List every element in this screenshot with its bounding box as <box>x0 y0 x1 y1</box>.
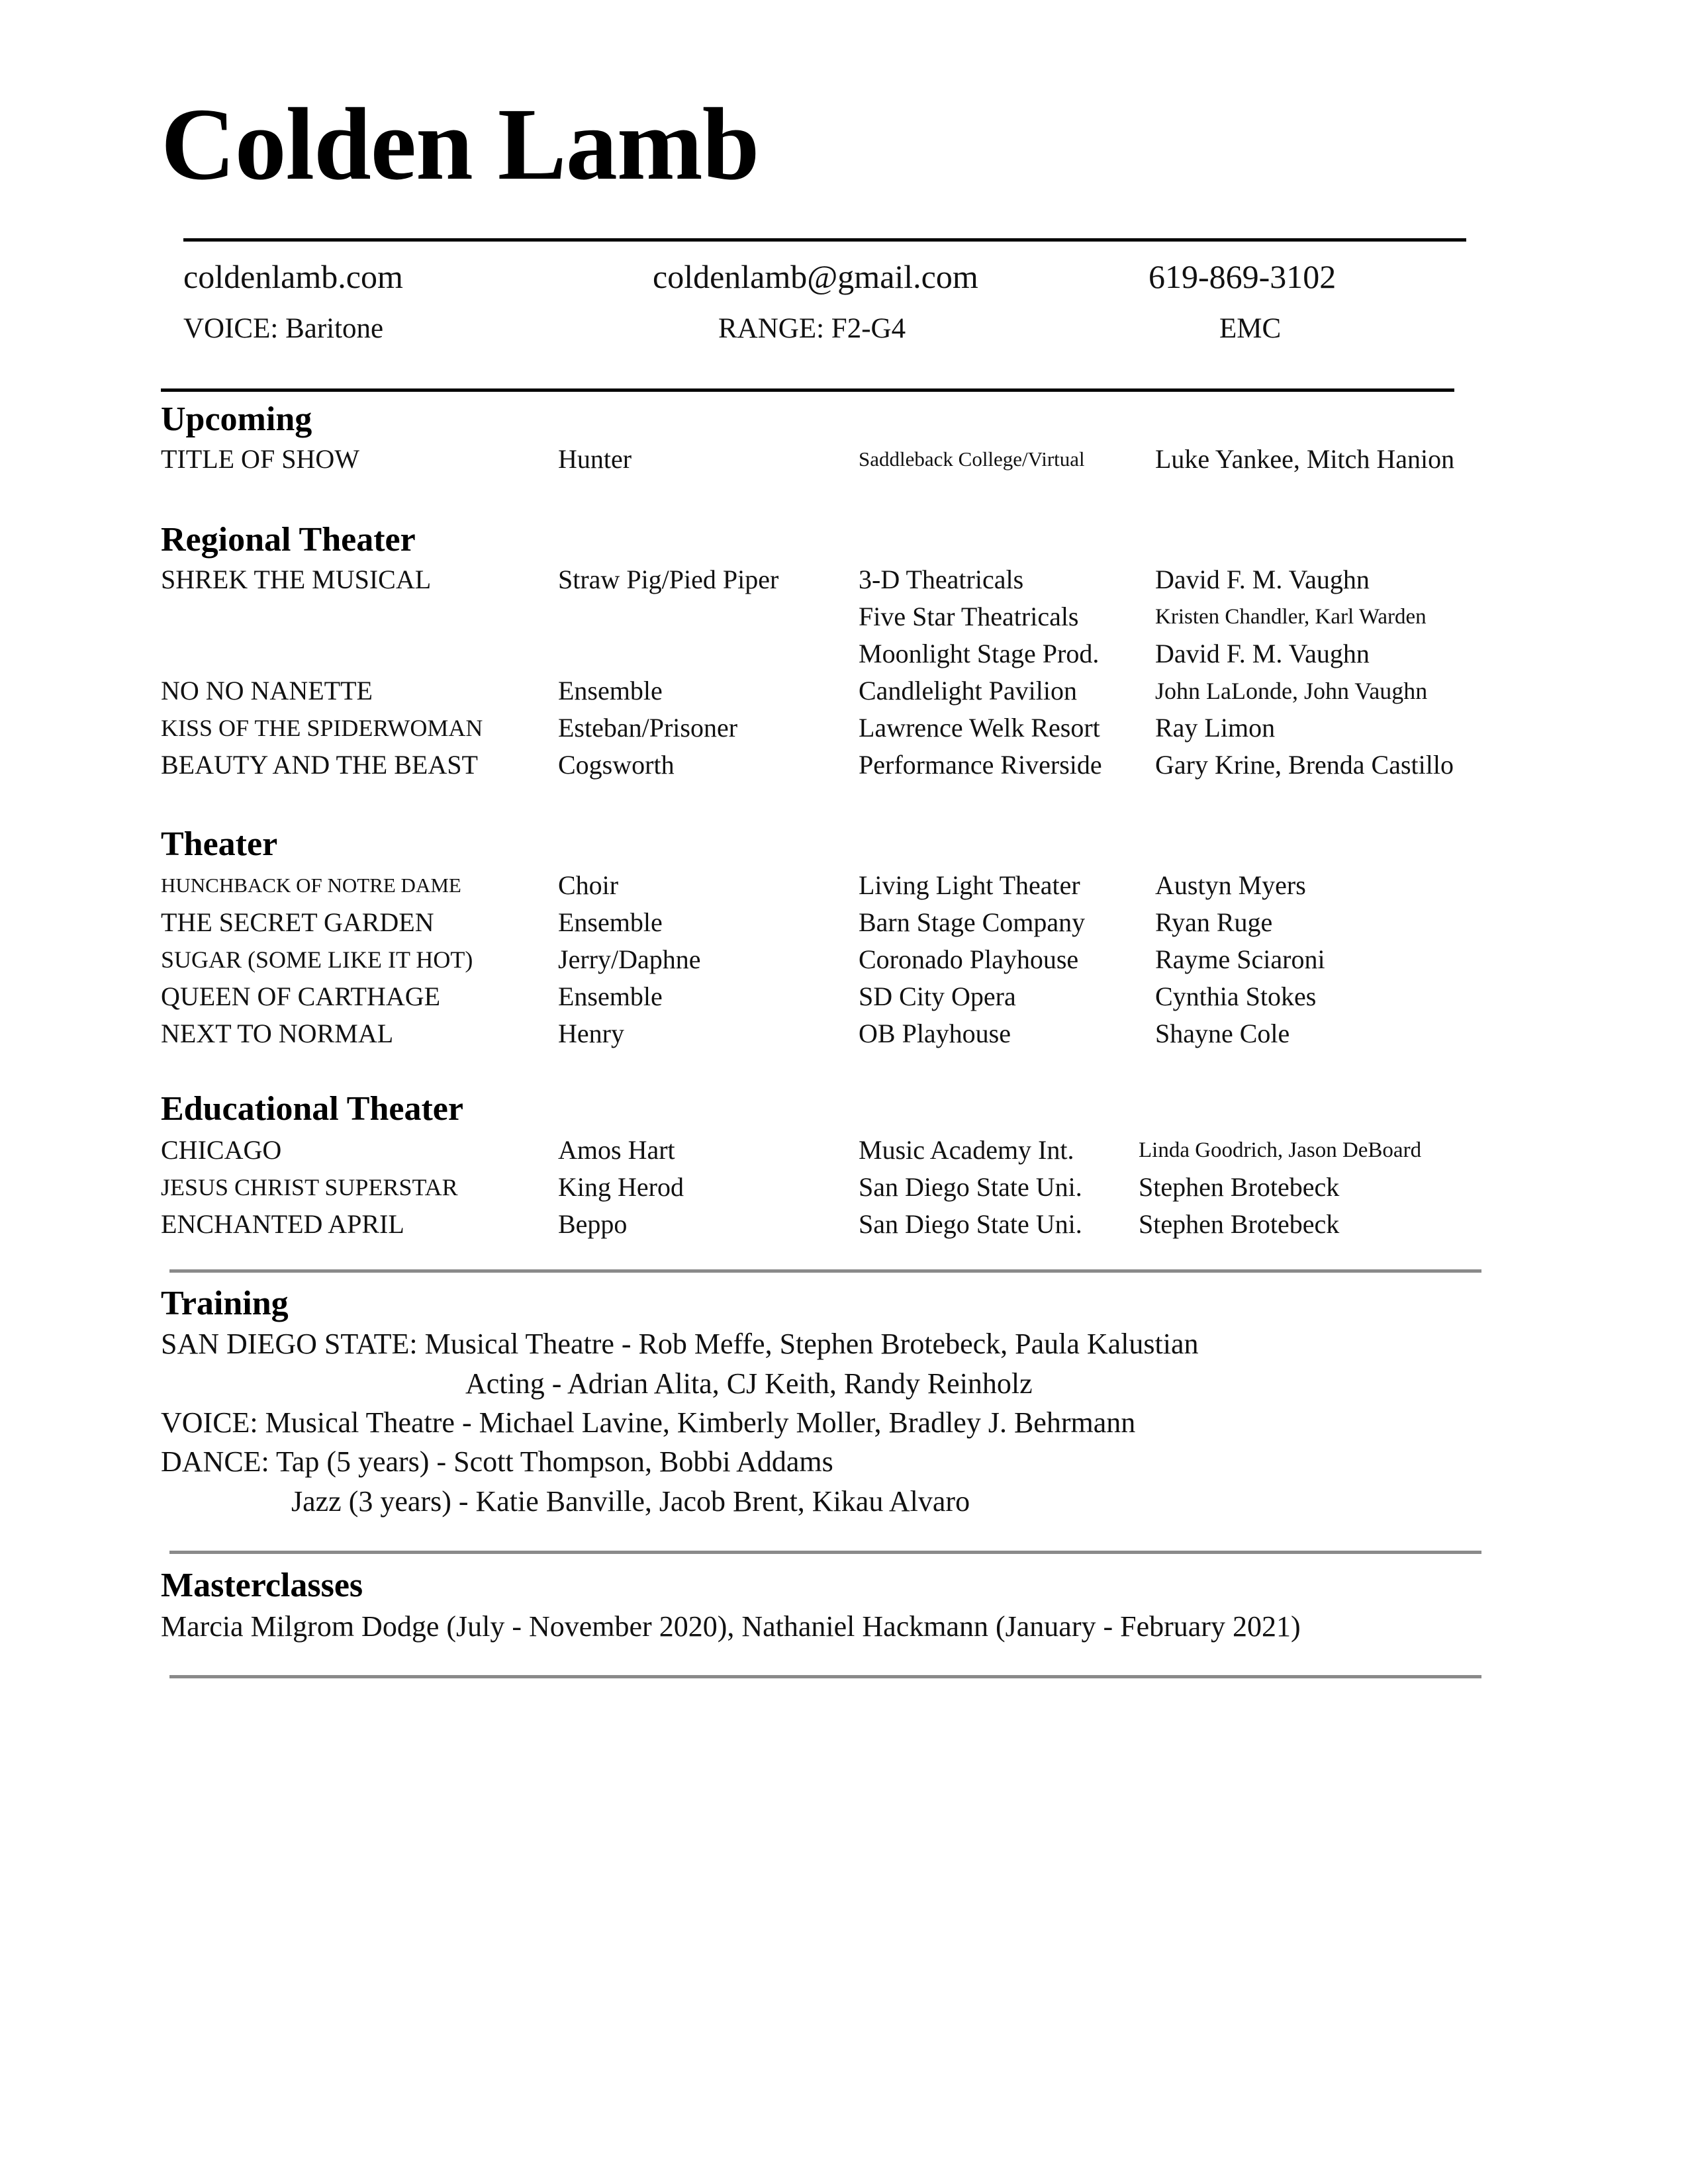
role: Straw Pig/Pied Piper <box>558 565 779 594</box>
credit-row <box>161 867 1551 904</box>
role: Ensemble <box>558 907 663 937</box>
masterclass-line: Marcia Milgrom Dodge (July - November 2020), Nathaniel Hackmann (January - February 2021) <box>161 1610 1301 1643</box>
section-divider <box>169 1551 1481 1554</box>
director: Ray Limon <box>1155 713 1276 743</box>
section-title-masterclasses: Masterclasses <box>161 1567 363 1604</box>
director: Cynthia Stokes <box>1155 981 1317 1011</box>
role: Henry <box>558 1019 624 1048</box>
phone-number: 619-869-3102 <box>1149 258 1336 295</box>
credit-row <box>161 635 1551 672</box>
director: Kristen Chandler, Karl Warden <box>1155 605 1427 629</box>
union-status: EMC <box>1219 313 1282 344</box>
director: Ryan Ruge <box>1155 907 1273 937</box>
credit-row <box>161 1169 1551 1206</box>
director: Stephen Brotebeck <box>1139 1209 1340 1239</box>
director: Austyn Myers <box>1155 870 1306 900</box>
role: Amos Hart <box>558 1135 675 1165</box>
show-title: SUGAR (SOME LIKE IT HOT) <box>161 946 473 973</box>
director: David F. M. Vaughn <box>1155 565 1370 594</box>
company: Lawrence Welk Resort <box>859 713 1100 743</box>
credit-row <box>161 1132 1551 1169</box>
header-divider-top <box>183 238 1466 242</box>
section-title-training: Training <box>161 1285 289 1322</box>
credit-row <box>161 747 1551 784</box>
credit-row <box>161 598 1551 635</box>
section-divider <box>169 1269 1481 1273</box>
training-line: DANCE: Tap (5 years) - Scott Thompson, Bobbi Addams <box>161 1445 833 1478</box>
show-title: ENCHANTED APRIL <box>161 1209 404 1239</box>
role: Cogsworth <box>558 750 675 780</box>
section-title-regional-theater: Regional Theater <box>161 521 416 559</box>
show-title: BEAUTY AND THE BEAST <box>161 750 478 780</box>
show-title: TITLE OF SHOW <box>161 444 359 474</box>
director: John LaLonde, John Vaughn <box>1155 678 1428 704</box>
role: Ensemble <box>558 981 663 1011</box>
company: San Diego State Uni. <box>859 1209 1082 1239</box>
section-title-upcoming: Upcoming <box>161 400 312 438</box>
website-link[interactable]: coldenlamb.com <box>183 258 403 295</box>
director: Gary Krine, Brenda Castillo <box>1155 750 1454 780</box>
company: 3-D Theatricals <box>859 565 1024 594</box>
show-title: QUEEN OF CARTHAGE <box>161 981 441 1011</box>
show-title: SHREK THE MUSICAL <box>161 565 432 594</box>
training-line: VOICE: Musical Theatre - Michael Lavine, Kimberly Moller, Bradley J. Behrmann <box>161 1406 1136 1439</box>
credit-row <box>161 941 1551 978</box>
director: Shayne Cole <box>1155 1019 1290 1048</box>
role: Jerry/Daphne <box>558 944 701 974</box>
company: Moonlight Stage Prod. <box>859 639 1100 668</box>
company: San Diego State Uni. <box>859 1172 1082 1202</box>
show-title: THE SECRET GARDEN <box>161 907 434 937</box>
resume-name: Colden Lamb <box>161 87 759 201</box>
credit-row <box>161 978 1551 1015</box>
credit-row <box>161 561 1551 598</box>
show-title: CHICAGO <box>161 1135 282 1165</box>
vocal-range: RANGE: F2-G4 <box>718 313 906 344</box>
company: Music Academy Int. <box>859 1135 1074 1165</box>
credit-row <box>161 904 1551 941</box>
header-divider-bottom <box>161 388 1454 392</box>
show-title: HUNCHBACK OF NOTRE DAME <box>161 874 461 897</box>
director: Rayme Sciaroni <box>1155 944 1325 974</box>
role: Esteban/Prisoner <box>558 713 738 743</box>
role: Choir <box>558 870 619 900</box>
show-title: NEXT TO NORMAL <box>161 1019 394 1048</box>
show-title: KISS OF THE SPIDERWOMAN <box>161 715 483 741</box>
director: Stephen Brotebeck <box>1139 1172 1340 1202</box>
role: Beppo <box>558 1209 628 1239</box>
company: SD City Opera <box>859 981 1016 1011</box>
company: Living Light Theater <box>859 870 1080 900</box>
credit-row <box>161 672 1551 709</box>
company: OB Playhouse <box>859 1019 1011 1048</box>
voice-type: VOICE: Baritone <box>183 313 384 344</box>
credit-row <box>161 1015 1551 1052</box>
company: Coronado Playhouse <box>859 944 1079 974</box>
company: Barn Stage Company <box>859 907 1086 937</box>
credit-row <box>161 441 1551 478</box>
training-line: Jazz (3 years) - Katie Banville, Jacob Brent, Kikau Alvaro <box>291 1485 970 1518</box>
role: Hunter <box>558 444 632 474</box>
director: David F. M. Vaughn <box>1155 639 1370 668</box>
director: Luke Yankee, Mitch Hanion <box>1155 444 1455 474</box>
training-line: SAN DIEGO STATE: Musical Theatre - Rob Meffe, Stephen Brotebeck, Paula Kalustian <box>161 1328 1199 1360</box>
section-divider <box>169 1675 1481 1678</box>
show-title: JESUS CHRIST SUPERSTAR <box>161 1174 458 1201</box>
section-title-theater: Theater <box>161 825 278 863</box>
company: Saddleback College/Virtual <box>859 447 1085 471</box>
email-link[interactable]: coldenlamb@gmail.com <box>653 258 978 295</box>
role: King Herod <box>558 1172 684 1202</box>
training-line: Acting - Adrian Alita, CJ Keith, Randy Reinholz <box>465 1367 1033 1400</box>
director: Linda Goodrich, Jason DeBoard <box>1139 1138 1422 1162</box>
company: Five Star Theatricals <box>859 602 1079 631</box>
company: Candlelight Pavilion <box>859 676 1077 705</box>
credit-row <box>161 1206 1551 1243</box>
credit-row <box>161 709 1551 747</box>
show-title: NO NO NANETTE <box>161 676 373 705</box>
section-title-educational-theater: Educational Theater <box>161 1090 463 1128</box>
company: Performance Riverside <box>859 750 1102 780</box>
role: Ensemble <box>558 676 663 705</box>
